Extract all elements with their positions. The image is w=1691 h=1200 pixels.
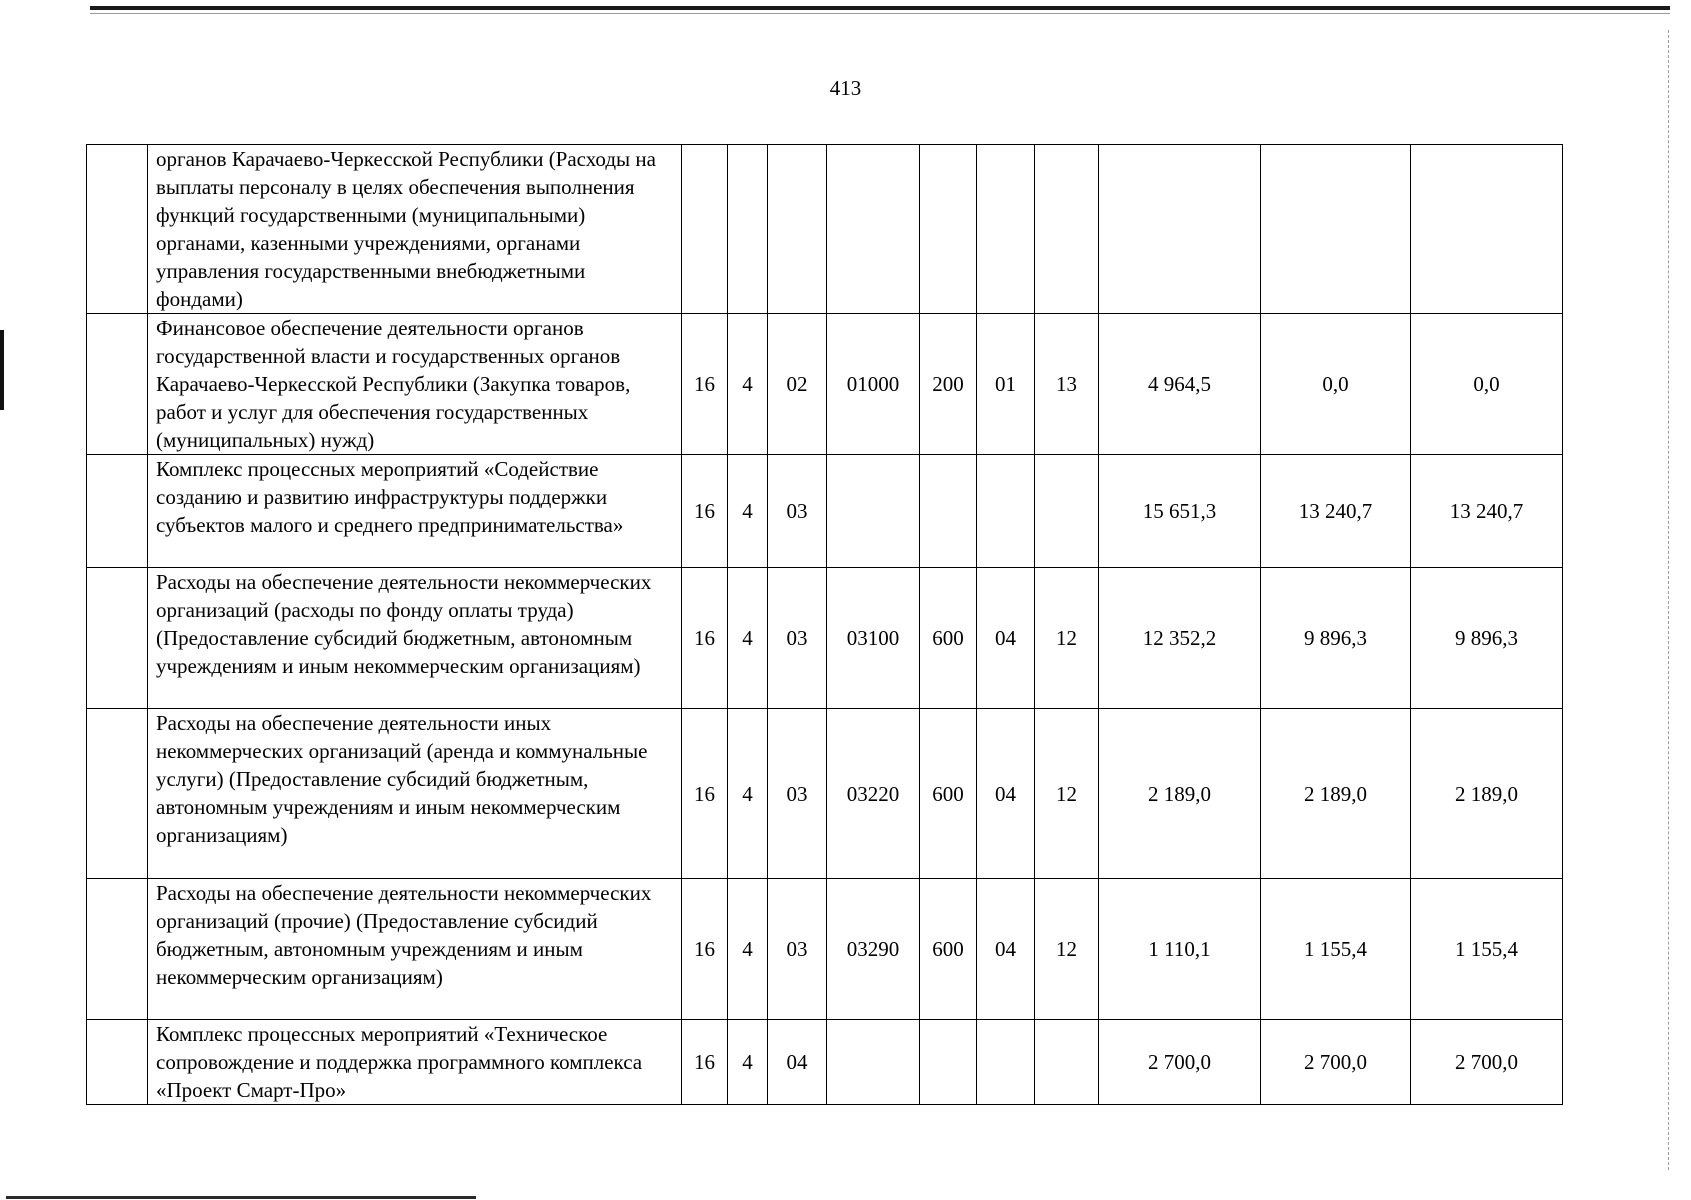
scan-left-mark <box>0 330 4 410</box>
code-cell: 16 <box>682 568 728 709</box>
scan-top-rule-thin <box>90 13 1670 14</box>
row-description: органов Карачаево-Черкесской Республики (Расходы на выплаты персоналу в целях обеспечения выполнения функций государственными (муниципальными) органами, казенными учреждениями, органами управления государственными внебюджетными фондами) <box>148 145 682 314</box>
row-number-cell <box>87 709 148 879</box>
code-cell <box>1035 1020 1099 1105</box>
code-cell <box>728 145 768 314</box>
table-row <box>87 455 1563 568</box>
sum-cell: 1 155,4 <box>1411 879 1563 1020</box>
scan-top-rule <box>90 6 1670 10</box>
code-cell: 200 <box>920 314 977 455</box>
code-cell: 04 <box>977 709 1035 879</box>
sum-cell <box>1411 145 1563 314</box>
row-description: Комплекс процессных мероприятий «Содействие созданию и развитию инфраструктуры поддержки субъектов малого и среднего предпринимательства» <box>148 455 682 568</box>
code-cell <box>827 455 920 568</box>
sum-cell: 12 352,2 <box>1099 568 1261 709</box>
code-cell: 600 <box>920 568 977 709</box>
sum-cell: 0,0 <box>1411 314 1563 455</box>
row-description: Финансовое обеспечение деятельности органов государственной власти и государственных органов Карачаево-Черкесской Республики (Закупка товаров, работ и услуг для обеспечения государственных (муниципальных) нужд) <box>148 314 682 455</box>
page-number: 413 <box>829 76 862 100</box>
code-cell: 4 <box>728 879 768 1020</box>
code-cell: 4 <box>728 568 768 709</box>
row-number-cell <box>87 568 148 709</box>
sum-cell: 4 964,5 <box>1099 314 1261 455</box>
code-cell <box>977 145 1035 314</box>
row-number-cell <box>87 1020 148 1105</box>
code-cell: 4 <box>728 455 768 568</box>
sum-cell: 0,0 <box>1261 314 1411 455</box>
sum-cell <box>1261 145 1411 314</box>
sum-cell: 2 700,0 <box>1411 1020 1563 1105</box>
code-cell <box>1035 455 1099 568</box>
code-cell: 4 <box>728 709 768 879</box>
scan-bottom-rule <box>6 1196 476 1199</box>
row-number-cell <box>87 314 148 455</box>
row-number-cell <box>87 879 148 1020</box>
sum-cell: 13 240,7 <box>1411 455 1563 568</box>
sum-cell: 13 240,7 <box>1261 455 1411 568</box>
code-cell: 03220 <box>827 709 920 879</box>
sum-cell: 9 896,3 <box>1411 568 1563 709</box>
code-cell: 600 <box>920 709 977 879</box>
code-cell: 03290 <box>827 879 920 1020</box>
sum-cell: 9 896,3 <box>1261 568 1411 709</box>
code-cell <box>920 1020 977 1105</box>
code-cell: 16 <box>682 314 728 455</box>
code-cell: 04 <box>977 879 1035 1020</box>
sum-cell: 2 189,0 <box>1261 709 1411 879</box>
code-cell: 4 <box>728 314 768 455</box>
code-cell <box>827 1020 920 1105</box>
code-cell: 16 <box>682 455 728 568</box>
code-cell: 03 <box>768 879 827 1020</box>
code-cell: 03 <box>768 455 827 568</box>
sum-cell <box>1099 145 1261 314</box>
code-cell: 13 <box>1035 314 1099 455</box>
row-number-cell <box>87 145 148 314</box>
code-cell <box>920 145 977 314</box>
table-row <box>87 568 1563 709</box>
code-cell: 01 <box>977 314 1035 455</box>
sum-cell: 15 651,3 <box>1099 455 1261 568</box>
code-cell: 600 <box>920 879 977 1020</box>
sum-cell: 2 700,0 <box>1099 1020 1261 1105</box>
code-cell: 03100 <box>827 568 920 709</box>
sum-cell: 1 110,1 <box>1099 879 1261 1020</box>
table-row <box>87 1020 1563 1105</box>
row-description: Комплекс процессных мероприятий «Техническое сопровождение и поддержка программного комплекса «Проект Смарт-Про» <box>148 1020 682 1105</box>
sum-cell: 2 700,0 <box>1261 1020 1411 1105</box>
table-row <box>87 879 1563 1020</box>
code-cell <box>1035 145 1099 314</box>
sum-cell: 1 155,4 <box>1261 879 1411 1020</box>
code-cell: 04 <box>977 568 1035 709</box>
code-cell: 16 <box>682 879 728 1020</box>
code-cell: 03 <box>768 568 827 709</box>
table-row <box>87 709 1563 879</box>
table-row <box>87 145 1563 314</box>
budget-table <box>86 144 1563 1105</box>
code-cell <box>827 145 920 314</box>
code-cell: 04 <box>768 1020 827 1105</box>
row-description: Расходы на обеспечение деятельности некоммерческих организаций (прочие) (Предоставление субсидий бюджетным, автономным учреждениям и иным некоммерческим организациям) <box>148 879 682 1020</box>
row-description: Расходы на обеспечение деятельности некоммерческих организаций (расходы по фонду оплаты труда) (Предоставление субсидий бюджетным, автономным учреждениям и иным некоммерческим организациям) <box>148 568 682 709</box>
code-cell: 4 <box>728 1020 768 1105</box>
code-cell: 01000 <box>827 314 920 455</box>
table-row <box>87 314 1563 455</box>
code-cell: 12 <box>1035 568 1099 709</box>
row-description: Расходы на обеспечение деятельности иных некоммерческих организаций (аренда и коммунальные услуги) (Предоставление субсидий бюджетным, автономным учреждениям и иным некоммерческим организациям) <box>148 709 682 879</box>
code-cell: 02 <box>768 314 827 455</box>
code-cell: 12 <box>1035 879 1099 1020</box>
code-cell: 16 <box>682 709 728 879</box>
sum-cell: 2 189,0 <box>1411 709 1563 879</box>
code-cell: 12 <box>1035 709 1099 879</box>
code-cell <box>768 145 827 314</box>
sum-cell: 2 189,0 <box>1099 709 1261 879</box>
code-cell <box>682 145 728 314</box>
code-cell <box>977 1020 1035 1105</box>
code-cell <box>920 455 977 568</box>
code-cell <box>977 455 1035 568</box>
scan-right-edge <box>1668 30 1670 1170</box>
row-number-cell <box>87 455 148 568</box>
code-cell: 16 <box>682 1020 728 1105</box>
code-cell: 03 <box>768 709 827 879</box>
